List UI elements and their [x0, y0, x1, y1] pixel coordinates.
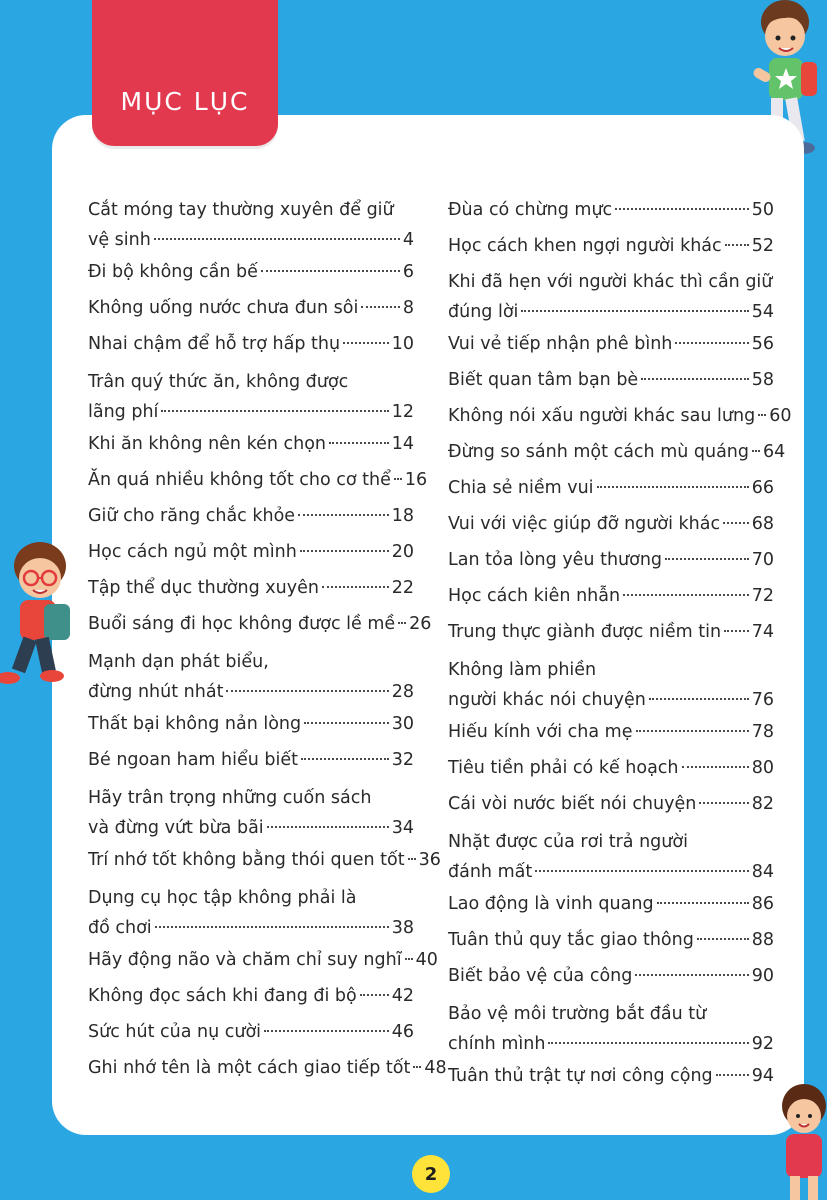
- dot-leader: [635, 974, 748, 976]
- toc-entry-page: 36: [418, 850, 441, 870]
- toc-entry-title: Buổi sáng đi học không được lề mề: [88, 614, 396, 634]
- toc-entry-page: 76: [751, 690, 774, 710]
- toc-entry-title: Ghi nhớ tên là một cách giao tiếp tốt: [88, 1058, 411, 1078]
- toc-entry-title-line1: Bảo vệ môi trường bắt đầu từ: [448, 1004, 707, 1024]
- toc-entry-title: Đùa có chừng mực: [448, 200, 613, 220]
- toc-entry-page: 64: [763, 442, 786, 462]
- toc-entry[interactable]: [448, 545, 774, 575]
- toc-entry[interactable]: [88, 981, 414, 1011]
- toc-entry[interactable]: [448, 617, 774, 647]
- dot-leader: [304, 722, 389, 724]
- toc-entry-page: 38: [391, 918, 414, 938]
- toc-entry-title: Khi ăn không nên kén chọn: [88, 434, 327, 454]
- dot-leader: [322, 586, 389, 588]
- toc-entry[interactable]: [88, 883, 414, 943]
- toc-entry-page: 14: [391, 434, 414, 454]
- toc-entry-title: đừng nhút nhát: [88, 682, 224, 702]
- toc-entry-page: 32: [391, 750, 414, 770]
- dot-leader: [615, 208, 749, 210]
- toc-entry-page: 84: [751, 862, 774, 882]
- toc-entry[interactable]: [448, 827, 774, 887]
- toc-entry-page: 54: [751, 302, 774, 322]
- toc-entry-page: 16: [404, 470, 428, 490]
- toc-entry-page: 70: [751, 550, 774, 570]
- toc-entry[interactable]: [448, 889, 774, 919]
- toc-entry[interactable]: [448, 925, 774, 955]
- toc-entry[interactable]: [448, 267, 774, 327]
- toc-entry-title: đồ chơi: [88, 918, 152, 938]
- toc-entry-title: Trí nhớ tốt không bằng thói quen tốt: [88, 850, 405, 870]
- toc-entry-title: đánh mất: [448, 862, 533, 882]
- toc-entry[interactable]: [88, 1017, 414, 1047]
- toc-entry[interactable]: [448, 401, 792, 431]
- toc-entry-title: Hiếu kính với cha mẹ: [448, 722, 633, 742]
- toc-entry[interactable]: [88, 709, 414, 739]
- toc-entry[interactable]: [88, 537, 414, 567]
- boy-with-glasses-illustration: [0, 538, 80, 688]
- toc-entry-title-line1: Khi đã hẹn với người khác thì cần giữ: [448, 272, 773, 292]
- toc-entry-page: 94: [751, 1066, 774, 1086]
- toc-entry-page: 90: [751, 966, 774, 986]
- toc-entry[interactable]: [448, 437, 786, 467]
- dot-leader: [301, 758, 389, 760]
- toc-entry-page: 40: [415, 950, 438, 970]
- dot-leader: [300, 550, 389, 552]
- toc-entry-title: Không đọc sách khi đang đi bộ: [88, 986, 357, 1006]
- toc-entry-page: 78: [751, 722, 774, 742]
- toc-entry-page: 34: [391, 818, 414, 838]
- page-number: 2: [424, 1163, 438, 1185]
- toc-entry-title-line1: Trân quý thức ăn, không được: [88, 372, 349, 392]
- dot-leader: [675, 342, 748, 344]
- dot-leader: [641, 378, 749, 380]
- toc-entry[interactable]: [88, 783, 414, 843]
- toc-entry-title: Tuân thủ quy tắc giao thông: [448, 930, 694, 950]
- toc-entry-page: 92: [751, 1034, 774, 1054]
- toc-entry-title: Lan tỏa lòng yêu thương: [448, 550, 663, 570]
- dot-leader: [226, 690, 388, 692]
- toc-entry-page: 8: [402, 298, 414, 318]
- toc-entry-page: 48: [424, 1058, 447, 1078]
- dot-leader: [657, 902, 749, 904]
- dot-leader: [298, 514, 389, 516]
- toc-entry-page: 42: [391, 986, 414, 1006]
- dot-leader: [597, 486, 749, 488]
- dot-leader: [548, 1042, 748, 1044]
- dot-leader: [752, 450, 760, 452]
- toc-entry-title: Học cách ngủ một mình: [88, 542, 297, 562]
- dot-leader: [264, 1030, 389, 1032]
- dot-leader: [623, 594, 749, 596]
- toc-entry[interactable]: [88, 647, 414, 707]
- toc-entry-page: 30: [391, 714, 414, 734]
- dot-leader: [154, 238, 400, 240]
- dot-leader: [267, 826, 389, 828]
- toc-entry-title: Sức hút của nụ cười: [88, 1022, 262, 1042]
- toc-entry-title: Thất bại không nản lòng: [88, 714, 302, 734]
- toc-entry-title: đúng lời: [448, 302, 519, 322]
- toc-entry[interactable]: [88, 945, 438, 975]
- dot-leader: [413, 1066, 421, 1068]
- toc-entry[interactable]: [88, 257, 414, 287]
- toc-entry-page: 60: [769, 406, 792, 426]
- dot-leader: [725, 244, 749, 246]
- dot-leader: [716, 1074, 749, 1076]
- toc-entry-title: Vui vẻ tiếp nhận phê bình: [448, 334, 673, 354]
- toc-entry-title: Học cách kiên nhẫn: [448, 586, 621, 606]
- toc-entry[interactable]: [88, 1053, 447, 1083]
- toc-entry-title-line1: Cắt móng tay thường xuyên để giữ: [88, 200, 394, 220]
- dot-leader: [394, 478, 402, 480]
- dot-leader: [361, 306, 400, 308]
- toc-entry-page: 50: [751, 200, 774, 220]
- toc-entry-page: 6: [402, 262, 414, 282]
- toc-entry-title: Học cách khen ngợi người khác: [448, 236, 722, 256]
- dot-leader: [649, 698, 749, 700]
- toc-entry[interactable]: [448, 473, 774, 503]
- toc-entry-title: Tập thể dục thường xuyên: [88, 578, 319, 598]
- toc-entry-title-line1: Nhặt được của rơi trả người: [448, 832, 688, 852]
- dot-leader: [758, 414, 766, 416]
- toc-entry-page: 74: [751, 622, 774, 642]
- toc-entry-page: 10: [391, 334, 414, 354]
- toc-entry-title: Tuân thủ trật tự nơi công cộng: [448, 1066, 713, 1086]
- toc-entry-title: Ăn quá nhiều không tốt cho cơ thể: [88, 470, 391, 490]
- dot-leader: [697, 938, 749, 940]
- toc-entry-title: Đừng so sánh một cách mù quáng: [448, 442, 750, 462]
- toc-entry-page: 12: [391, 402, 414, 422]
- toc-entry-title: và đừng vứt bừa bãi: [88, 818, 264, 838]
- dot-leader: [724, 630, 749, 632]
- toc-entry-page: 20: [391, 542, 414, 562]
- toc-entry-page: 52: [751, 236, 774, 256]
- toc-entry[interactable]: [448, 231, 774, 261]
- toc-entry-title: Hãy động não và chăm chỉ suy nghĩ: [88, 950, 402, 970]
- dot-leader: [723, 522, 749, 524]
- toc-entry-title: vệ sinh: [88, 230, 151, 250]
- toc-entry[interactable]: [88, 195, 414, 255]
- toc-entry-page: 26: [409, 614, 432, 634]
- toc-entry-page: 18: [391, 506, 414, 526]
- page-number-badge: [412, 1155, 450, 1193]
- dot-leader: [398, 622, 406, 624]
- dot-leader: [155, 926, 389, 928]
- dot-leader: [665, 558, 749, 560]
- dot-leader: [699, 802, 748, 804]
- toc-entry-page: 58: [751, 370, 774, 390]
- toc-entry-title: chính mình: [448, 1034, 546, 1054]
- toc-entry[interactable]: [88, 501, 414, 531]
- toc-entry-title: người khác nói chuyện: [448, 690, 646, 710]
- toc-entry[interactable]: [88, 293, 414, 323]
- toc-entry-page: 28: [391, 682, 414, 702]
- dot-leader: [329, 442, 389, 444]
- dot-leader: [682, 766, 749, 768]
- toc-entry[interactable]: [448, 1061, 774, 1091]
- toc-entry[interactable]: [448, 329, 774, 359]
- toc-entry-title: Lao động là vinh quang: [448, 894, 654, 914]
- toc-entry-page: 46: [391, 1022, 414, 1042]
- toc-entry[interactable]: [88, 329, 414, 359]
- toc-entry-page: 82: [751, 794, 774, 814]
- girl-illustration-bottom: [772, 1080, 827, 1200]
- toc-entry[interactable]: [88, 745, 414, 775]
- toc-entry[interactable]: [448, 753, 774, 783]
- toc-entry-title: Không nói xấu người khác sau lưng: [448, 406, 756, 426]
- toc-entry[interactable]: [88, 573, 414, 603]
- toc-entry[interactable]: [448, 789, 774, 819]
- toc-entry[interactable]: [448, 961, 774, 991]
- toc-entry-page: 68: [751, 514, 774, 534]
- toc-entry[interactable]: [448, 195, 774, 225]
- toc-entry-page: 22: [391, 578, 414, 598]
- toc-entry-page: 86: [751, 894, 774, 914]
- title-tab: [92, 0, 278, 146]
- dot-leader: [261, 270, 400, 272]
- dot-leader: [405, 958, 413, 960]
- toc-entry-title: Cái vòi nước biết nói chuyện: [448, 794, 697, 814]
- dot-leader: [521, 310, 748, 312]
- dot-leader: [161, 410, 388, 412]
- dot-leader: [343, 342, 389, 344]
- toc-entry-page: 66: [751, 478, 774, 498]
- toc-entry-title-line1: Mạnh dạn phát biểu,: [88, 652, 269, 672]
- toc-entry-title: Biết bảo vệ của công: [448, 966, 633, 986]
- toc-entry-title-line1: Dụng cụ học tập không phải là: [88, 888, 357, 908]
- toc-entry-page: 88: [751, 930, 774, 950]
- toc-entry-title: Biết quan tâm bạn bè: [448, 370, 639, 390]
- toc-entry[interactable]: [88, 465, 428, 495]
- toc-entry[interactable]: [448, 999, 774, 1059]
- toc-entry[interactable]: [448, 581, 774, 611]
- toc-entry-title: Tiêu tiền phải có kế hoạch: [448, 758, 679, 778]
- dot-leader: [408, 858, 416, 860]
- dot-leader: [535, 870, 749, 872]
- toc-entry-page: 80: [751, 758, 774, 778]
- toc-entry-title: Nhai chậm để hỗ trợ hấp thụ: [88, 334, 341, 354]
- toc-entry-title: lãng phí: [88, 402, 159, 422]
- dot-leader: [360, 994, 389, 996]
- page-title: MỤC LỤC: [120, 87, 250, 116]
- toc-entry-page: 56: [751, 334, 774, 354]
- toc-entry-title: Đi bộ không cần bế: [88, 262, 258, 282]
- toc-entry-title: Bé ngoan ham hiểu biết: [88, 750, 299, 770]
- toc-entry[interactable]: [448, 655, 774, 715]
- toc-entry-title: Vui với việc giúp đỡ người khác: [448, 514, 721, 534]
- toc-entry[interactable]: [448, 365, 774, 395]
- toc-entry[interactable]: [88, 609, 432, 639]
- toc-entry[interactable]: [448, 509, 774, 539]
- toc-entry-title: Không uống nước chưa đun sôi: [88, 298, 359, 318]
- toc-entry[interactable]: [448, 717, 774, 747]
- toc-entry[interactable]: [88, 845, 441, 875]
- toc-entry[interactable]: [88, 429, 414, 459]
- toc-entry-title: Giữ cho răng chắc khỏe: [88, 506, 296, 526]
- toc-entry-page: 4: [402, 230, 414, 250]
- toc-entry[interactable]: [88, 367, 414, 427]
- toc-entry-title-line1: Hãy trân trọng những cuốn sách: [88, 788, 372, 808]
- toc-entry-title: Chia sẻ niềm vui: [448, 478, 594, 498]
- toc-entry-title-line1: Không làm phiền: [448, 660, 597, 680]
- toc-entry-page: 72: [751, 586, 774, 606]
- toc-entry-title: Trung thực giành được niềm tin: [448, 622, 722, 642]
- dot-leader: [636, 730, 749, 732]
